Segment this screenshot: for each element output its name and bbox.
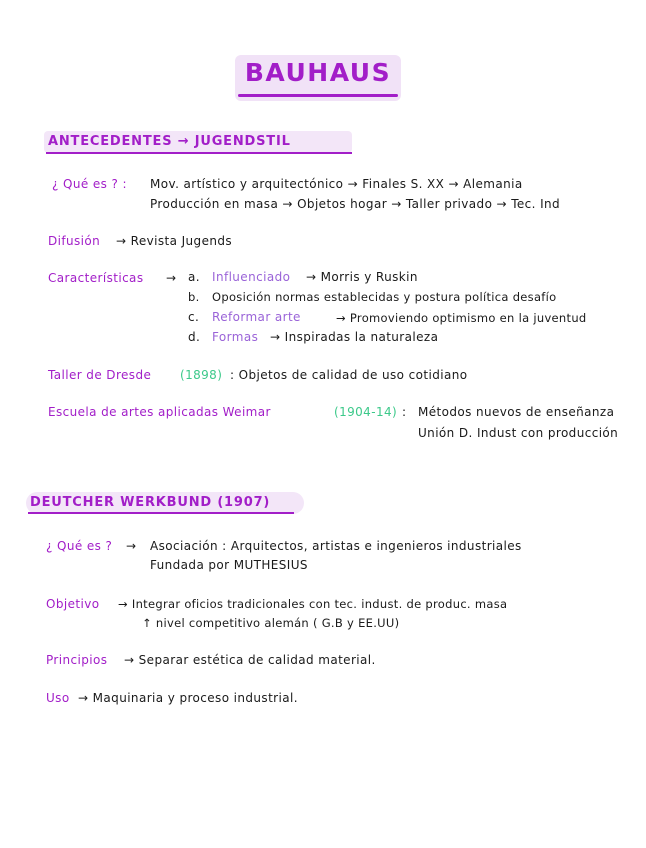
item-d-letter: d. — [188, 330, 201, 344]
caracteristicas-arrow: → — [166, 271, 177, 285]
werkbund-que-es-line1: Asociación : Arquitectos, artistas e ingenieros industriales — [150, 539, 522, 553]
item-c-label: Reformar arte — [212, 310, 301, 324]
escuela-label: Escuela de artes aplicadas Weimar — [48, 405, 271, 419]
section2-heading-text: DEUTCHER WERKBUND — [30, 495, 212, 510]
que-es-label: ¿ Qué es ? : — [52, 177, 127, 191]
taller-year: (1898) — [180, 368, 223, 382]
principios-text: → Separar estética de calidad material. — [124, 653, 376, 667]
werkbund-que-es-arrow: → — [126, 539, 137, 553]
escuela-year: (1904-14) — [334, 405, 398, 419]
werkbund-que-es-label: ¿ Qué es ? — [46, 539, 113, 553]
uso-label: Uso — [46, 691, 70, 705]
item-a-label: Influenciado — [212, 270, 291, 284]
item-a-letter: a. — [188, 270, 200, 284]
item-d-text: → Inspiradas la naturaleza — [270, 330, 439, 344]
item-d-label: Formas — [212, 330, 259, 344]
section1-heading: ANTECEDENTES → JUGENDSTIL — [48, 134, 291, 149]
item-b-letter: b. — [188, 290, 200, 304]
escuela-line2: Unión D. Indust con producción — [418, 426, 619, 440]
principios-label: Principios — [46, 653, 108, 667]
item-b-text: Oposición normas establecidas y postura política desafío — [212, 290, 557, 304]
werkbund-que-es-line2: Fundada por MUTHESIUS — [150, 558, 308, 572]
escuela-line1: Métodos nuevos de enseñanza — [418, 405, 615, 419]
difusion-label: Difusión — [48, 234, 101, 248]
uso-text: → Maquinaria y proceso industrial. — [78, 691, 298, 705]
difusion-text: → Revista Jugends — [116, 234, 233, 248]
que-es-line2: Producción en masa → Objetos hogar → Taller privado → Tec. Ind — [150, 197, 561, 211]
item-c-letter: c. — [188, 310, 200, 324]
item-a-text: → Morris y Ruskin — [306, 270, 418, 284]
objetivo-label: Objetivo — [46, 597, 100, 611]
taller-text: : Objetos de calidad de uso cotidiano — [230, 368, 468, 382]
taller-label: Taller de Dresde — [48, 368, 152, 382]
section1-underline — [46, 152, 352, 154]
title-underline — [238, 94, 398, 97]
caracteristicas-label: Características — [48, 271, 144, 285]
objetivo-line1: → Integrar oficios tradicionales con tec. indust. de produc. masa — [118, 597, 508, 611]
page-title: BAUHAUS — [244, 58, 392, 87]
escuela-colon: : — [402, 405, 407, 419]
section2-heading — [30, 495, 270, 510]
section2-underline — [28, 512, 294, 514]
section2-heading-year: (1907) — [217, 495, 271, 510]
objetivo-line2: ↑ nivel competitivo alemán ( G.B y EE.UU) — [142, 616, 400, 630]
item-c-text: → Promoviendo optimismo en la juventud — [336, 311, 587, 325]
que-es-line1: Mov. artístico y arquitectónico → Finales S. XX → Alemania — [150, 177, 523, 191]
